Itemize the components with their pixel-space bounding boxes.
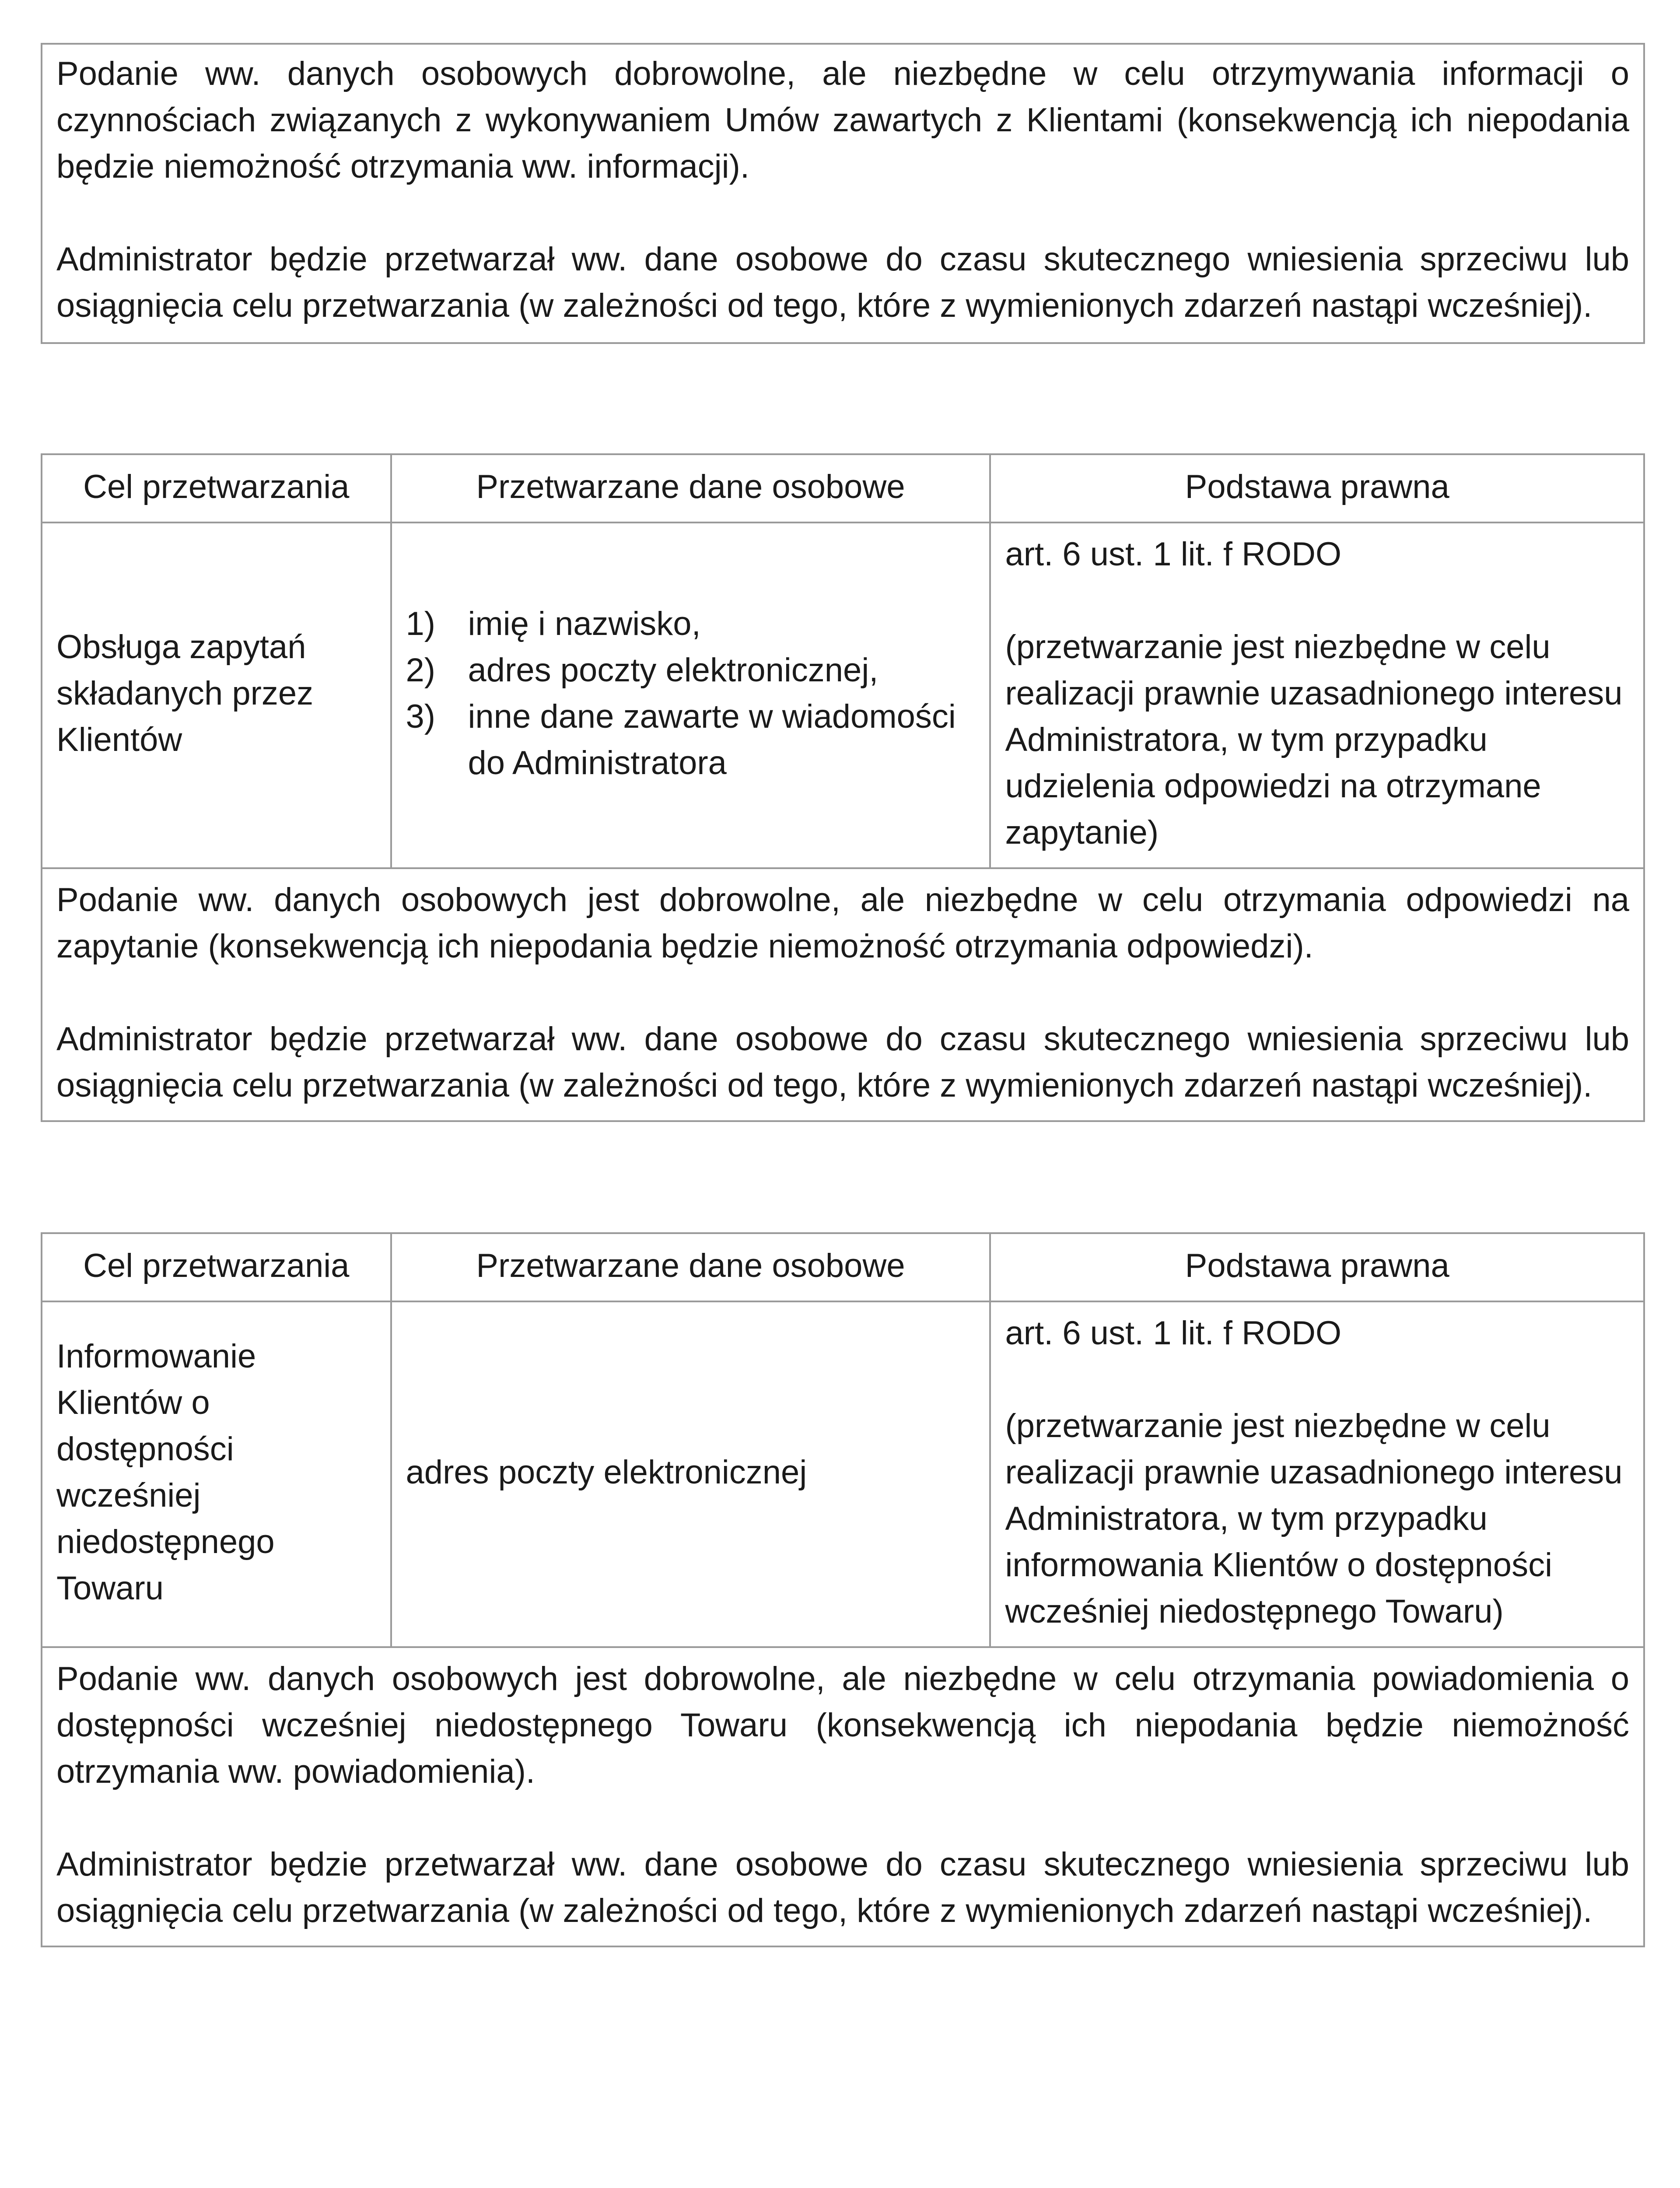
table-note-row — [42, 868, 1644, 1121]
header-personal-data: Przetwarzane dane osobowe — [391, 1233, 990, 1301]
spacer — [41, 344, 1645, 453]
personal-data-cell — [391, 522, 990, 868]
purpose-text: Obsługa zapytań składanych przez Klientów — [56, 628, 314, 758]
header-purpose: Cel przetwarzania — [42, 454, 391, 522]
purpose-cell — [42, 1301, 391, 1647]
intro-table — [41, 43, 1645, 344]
processing-table-availability — [41, 1232, 1645, 1947]
legal-basis-explanation: (przetwarzanie jest niezbędne w celu realizacji prawnie uzasadnionego interesu Administratora, w tym przypadku udzielenia odpowiedzi na otrzymane zapytanie) — [1005, 628, 1623, 851]
note-retention: Administrator będzie przetwarzał ww. dane osobowe do czasu skutecznego wniesienia sprzeciwu lub osiągnięcia celu przetwarzania (w zależności od tego, które z wymienionych zdarzeń nastąpi wcześniej). — [56, 1846, 1629, 1929]
personal-data-text: adres poczty elektronicznej — [406, 1454, 807, 1491]
list-item — [406, 601, 976, 647]
spacer — [41, 1122, 1645, 1232]
header-legal-basis: Podstawa prawna — [990, 1233, 1644, 1301]
header-personal-data: Przetwarzane dane osobowe — [391, 454, 990, 522]
table-header-row — [42, 454, 1644, 522]
processing-table-inquiries — [41, 453, 1645, 1122]
table-header-row — [42, 1233, 1644, 1301]
list-item-text: imię i nazwisko, — [468, 605, 701, 642]
list-item-text: adres poczty elektronicznej, — [468, 652, 878, 689]
intro-paragraph-consent: Podanie ww. danych osobowych dobrowolne, ale niezbędne w celu otrzymywania informacji o czynnościach związanych z wykonywaniem Umów zawartych z Klientami (konsekwencją ich niepodania będzie niemożność otrzymania ww. informacji). — [56, 55, 1629, 185]
header-purpose: Cel przetwarzania — [42, 1233, 391, 1301]
note-retention: Administrator będzie przetwarzał ww. dane osobowe do czasu skutecznego wniesienia sprzeciwu lub osiągnięcia celu przetwarzania (w zależności od tego, które z wymienionych zdarzeń nastąpi wcześniej). — [56, 1020, 1629, 1104]
note-cell — [42, 1647, 1644, 1946]
intro-paragraph-retention: Administrator będzie przetwarzał ww. dane osobowe do czasu skutecznego wniesienia sprzeciwu lub osiągnięcia celu przetwarzania (w zależności od tego, które z wymienionych zdarzeń nastąpi wcześniej). — [56, 241, 1629, 324]
list-item — [406, 694, 976, 786]
purpose-text: Informowanie Klientów o dostępności wcześniej niedostępnego Towaru — [56, 1338, 275, 1607]
header-legal-basis: Podstawa prawna — [990, 454, 1644, 522]
list-item-number: 2) — [406, 652, 436, 689]
list-item — [406, 647, 976, 694]
intro-cell — [42, 44, 1644, 343]
note-cell — [42, 868, 1644, 1121]
personal-data-cell — [391, 1301, 990, 1647]
legal-basis-article: art. 6 ust. 1 lit. f RODO — [1005, 1315, 1342, 1352]
legal-basis-cell — [990, 1301, 1644, 1647]
table-row — [42, 1301, 1644, 1647]
document-content — [41, 43, 1645, 1947]
legal-basis-explanation: (przetwarzanie jest niezbędne w celu realizacji prawnie uzasadnionego interesu Administratora, w tym przypadku informowania Klientów o dostępności wcześniej niedostępnego Towaru) — [1005, 1407, 1623, 1630]
table-row — [42, 522, 1644, 868]
purpose-cell — [42, 522, 391, 868]
legal-basis-article: art. 6 ust. 1 lit. f RODO — [1005, 536, 1342, 573]
list-item-number: 1) — [406, 605, 436, 642]
note-consent: Podanie ww. danych osobowych jest dobrowolne, ale niezbędne w celu otrzymania powiadomienia o dostępności wcześniej niedostępnego Towaru (konsekwencją ich niepodania będzie niemożność otrzymania ww. powiadomienia). — [56, 1660, 1629, 1790]
list-item-number: 3) — [406, 698, 436, 735]
list-item-text: inne dane zawarte w wiadomości do Administratora — [468, 698, 956, 782]
personal-data-list — [406, 601, 976, 786]
table-note-row — [42, 1647, 1644, 1946]
legal-basis-cell — [990, 522, 1644, 868]
note-consent: Podanie ww. danych osobowych jest dobrowolne, ale niezbędne w celu otrzymania odpowiedzi na zapytanie (konsekwencją ich niepodania będzie niemożność otrzymania odpowiedzi). — [56, 881, 1629, 965]
